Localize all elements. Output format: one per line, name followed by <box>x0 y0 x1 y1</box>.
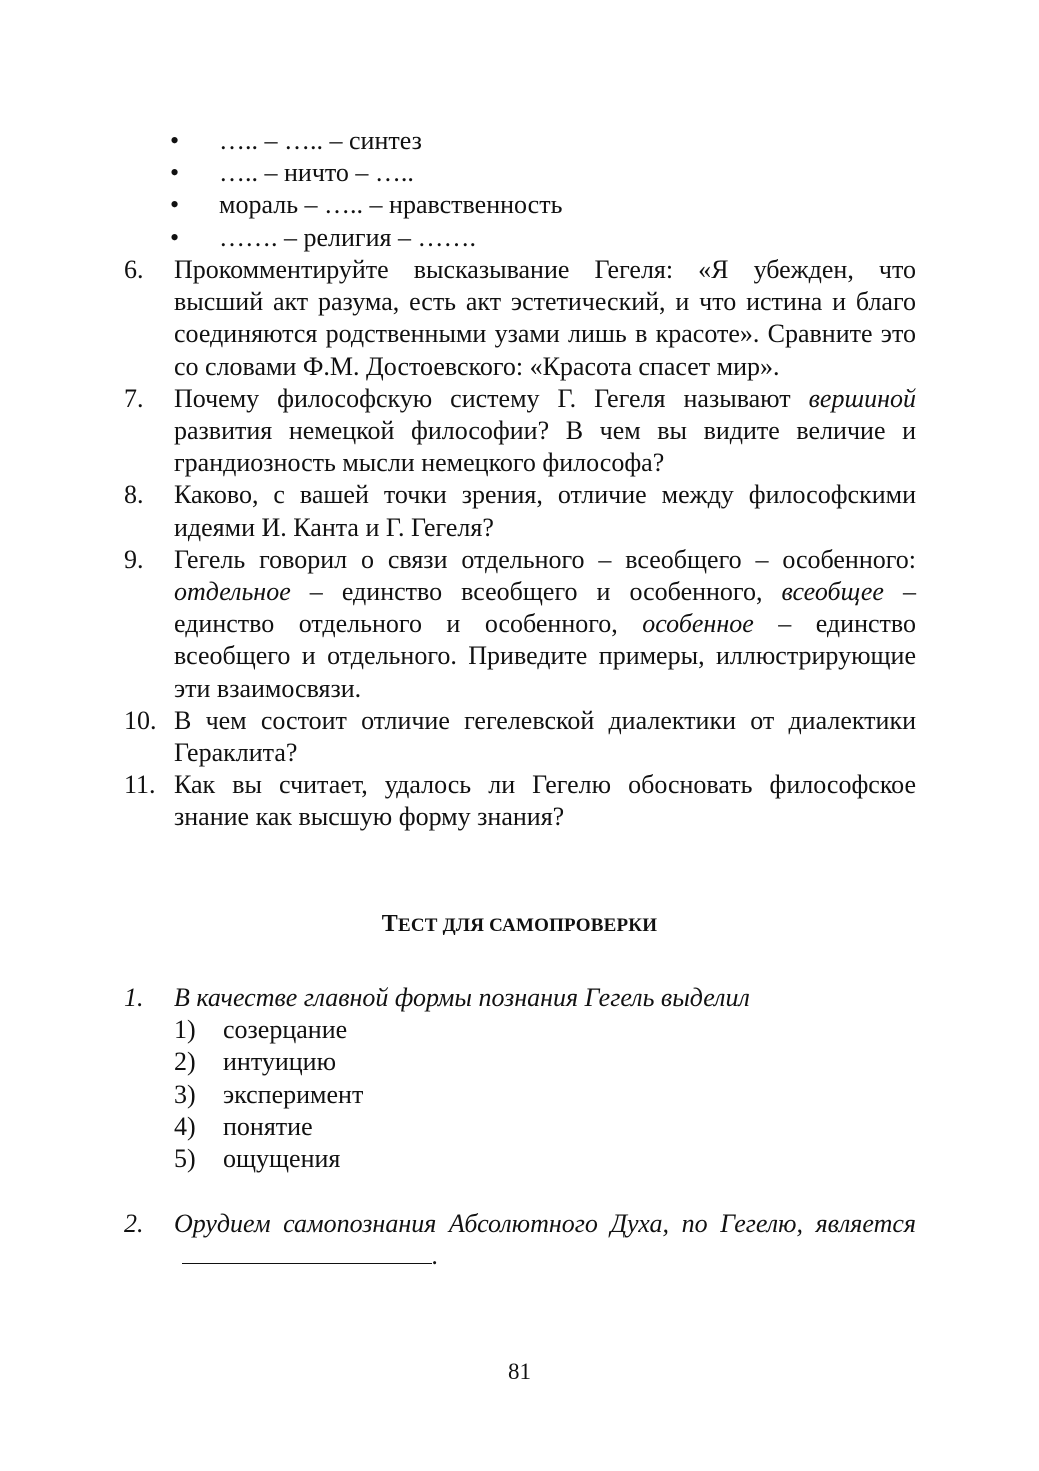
option-text: интуицию <box>223 1047 337 1077</box>
question-11 <box>124 769 916 833</box>
bullet-icon: • <box>170 158 180 188</box>
question-number: 10. <box>124 705 157 735</box>
bullet-text: ….. – ничто – ….. <box>219 158 414 188</box>
list-item <box>170 125 770 157</box>
option-number: 2) <box>174 1047 196 1077</box>
question-number: 6. <box>124 255 144 284</box>
text-run: – единство отдельного и особенного, <box>174 577 916 639</box>
option-text: эксперимент <box>223 1079 364 1109</box>
question-text: В чем состоит отличие гегелевской диалектики от диалектики Гераклита? <box>174 705 916 768</box>
answer-option <box>174 1111 916 1143</box>
answer-option <box>174 1046 916 1078</box>
bullet-icon: • <box>170 190 180 220</box>
answer-option <box>174 1014 916 1046</box>
answer-options <box>174 1014 916 1175</box>
text-run: Гегель говорил о связи отдельного – всеобщего – особенного: <box>174 544 916 574</box>
emphasis-text: особенное <box>642 609 754 639</box>
question-number: 7. <box>124 383 144 413</box>
answer-blank-line <box>182 1241 432 1264</box>
text-run: – единство всеобщего и отдельного. Приведите примеры, иллюстрирующие эти взаимосвязи. <box>174 609 916 703</box>
emphasis-text: вершиной <box>808 383 916 413</box>
test-question-stem <box>124 1208 916 1272</box>
bullet-text: мораль – ….. – нравственность <box>219 190 563 220</box>
bullet-icon: • <box>170 222 180 252</box>
list-item <box>170 157 770 189</box>
bullet-text: ……. – религия – ……. <box>219 222 476 252</box>
text-run: развития немецкой философии? В чем вы видите величие и грандиозность мысли немецкого философа? <box>174 416 916 478</box>
question-10 <box>124 705 916 769</box>
bullet-icon: • <box>170 126 180 155</box>
section-title <box>0 908 1039 942</box>
bullet-text: ….. – ….. – синтез <box>219 126 422 155</box>
option-number: 3) <box>174 1079 196 1109</box>
answer-option <box>174 1079 916 1111</box>
text-run: Почему философскую систему Г. Гегеля называют <box>174 383 809 413</box>
test-question-stem <box>124 982 916 1014</box>
bullet-list <box>170 125 770 254</box>
text-run: – единство всеобщего и особенного, <box>290 577 782 607</box>
question-number: 11. <box>124 770 156 800</box>
question-list <box>124 254 916 834</box>
test-question-number: 1. <box>124 983 144 1012</box>
emphasis-text: отдельное <box>174 577 291 607</box>
test-question-2 <box>124 1208 916 1272</box>
test-question-number: 2. <box>124 1209 144 1238</box>
test-question-text: В качестве главной формы познания Гегель выделил <box>174 983 750 1012</box>
option-text: созерцание <box>223 1015 348 1045</box>
question-9 <box>124 544 916 705</box>
question-6 <box>124 254 916 383</box>
answer-option <box>174 1143 916 1175</box>
page-number: 81 <box>508 1359 531 1384</box>
question-text <box>174 383 916 480</box>
test-question-1 <box>124 982 916 1175</box>
option-number: 4) <box>174 1111 196 1141</box>
list-item <box>170 222 770 254</box>
question-8 <box>124 479 916 543</box>
option-number: 1) <box>174 1015 196 1045</box>
question-number: 8. <box>124 480 144 510</box>
question-7 <box>124 383 916 480</box>
question-text: Как вы считает, удалось ли Гегелю обосновать философское знание как высшую форму знания? <box>174 770 916 832</box>
option-text: ощущения <box>223 1143 341 1173</box>
question-number: 9. <box>124 544 144 574</box>
option-number: 5) <box>174 1143 196 1173</box>
question-text <box>174 544 916 705</box>
list-item <box>170 189 770 221</box>
question-text: Каково, с вашей точки зрения, отличие между философскими идеями И. Канта и Г. Гегеля? <box>174 480 916 542</box>
question-text: Прокомментируйте высказывание Гегеля: «Я убежден, что высший акт разума, есть акт эстетический, и что истина и благо соединяются родственными узами лишь в красоте». Сравните это со словами Ф.М. Достоевского: «Красота спасет мир». <box>174 255 916 381</box>
option-text: понятие <box>223 1111 313 1141</box>
emphasis-text: всеобщее <box>781 577 884 607</box>
section-title-rest: ЕСТ ДЛЯ САМОПРОВЕРКИ <box>397 915 658 936</box>
section-title-initial: Т <box>381 911 398 937</box>
test-question-end: . <box>432 1241 439 1271</box>
test-question-text: Орудием самопознания Абсолютного Духа, по Гегелю, является <box>174 1209 916 1238</box>
